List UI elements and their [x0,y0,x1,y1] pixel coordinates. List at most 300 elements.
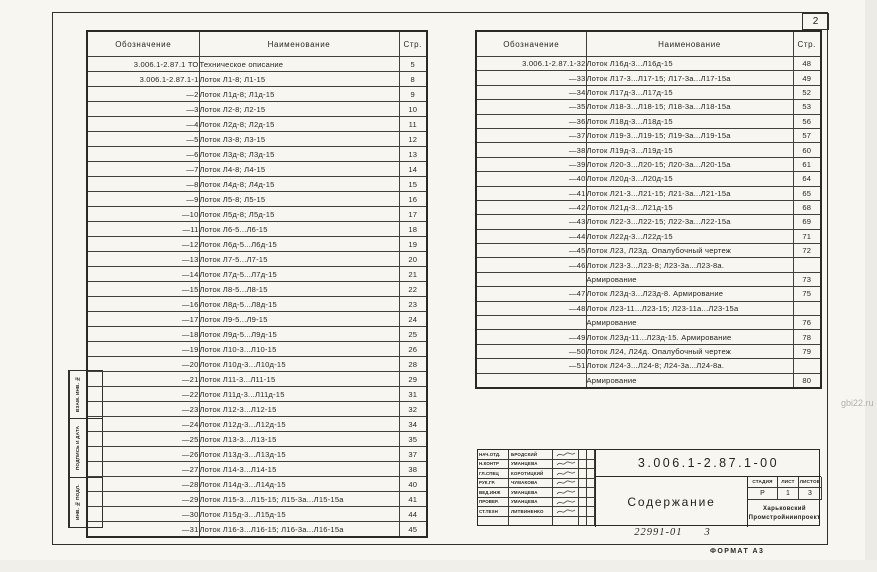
cell-name: Лоток Л15-3...Л15-15; Л15-3а...Л15-15а [199,492,399,507]
cell-page: 53 [793,100,821,114]
table-row [87,252,427,267]
table-row [476,258,821,272]
cell-page: 64 [793,172,821,186]
table-row [476,373,821,388]
cell-page: 71 [793,229,821,243]
cell-name: Лоток Л9д-5...Л9д-15 [199,327,399,342]
cell-designation: —9 [87,192,199,207]
table-row [87,447,427,462]
staff-extra-cell [587,488,595,498]
table-row [476,344,821,358]
cell-name: Лоток Л23-3...Л23-8; Л23-3а...Л23-8а. [586,258,793,272]
cell-name: Техническое описание [199,57,399,72]
table-row [476,186,821,200]
cell-page: 11 [399,117,427,132]
cell-page: 80 [793,373,821,388]
cell-designation: —28 [87,477,199,492]
cell-designation: —2 [87,87,199,102]
table-row [476,330,821,344]
cell-designation: —7 [87,162,199,177]
cell-page: 76 [793,316,821,330]
cell-name: Лоток Л23д-3...Л23д-8. Армирование [586,287,793,301]
staff-extra-cell [587,479,595,489]
cell-name: Лоток Л21-3...Л21-15; Л21-3а...Л21-15а [586,186,793,200]
cell-name: Лоток Л22д-3...Л22д-15 [586,229,793,243]
column-header-name: Наименование [586,31,793,57]
staff-name: ЧУМАКОВА [509,479,553,489]
title-block [477,449,820,526]
table-row [476,272,821,286]
cell-page: 23 [399,297,427,312]
table-row [87,267,427,282]
cell-designation: —10 [87,207,199,222]
table-row [87,387,427,402]
cell-designation: —39 [476,157,586,171]
cell-page: 29 [399,372,427,387]
organization-name [747,500,821,527]
cell-page: 56 [793,114,821,128]
cell-page: 16 [399,192,427,207]
column-header-page: Стр. [793,31,821,57]
cell-page: 52 [793,85,821,99]
column-header-designation: Обозначение [476,31,586,57]
cell-page: 78 [793,330,821,344]
cell-page: 60 [793,143,821,157]
staff-name: БРОДСКИЙ [509,450,553,460]
cell-designation: —16 [87,297,199,312]
table-row [87,507,427,522]
staff-name: КОРОТИЦКИЙ [509,469,553,479]
stage-value: Р [748,488,778,501]
cell-designation: —4 [87,117,199,132]
cell-designation: 3.006.1-2.87.1 ТО [87,57,199,72]
signature-squiggle-icon [556,451,576,458]
cell-designation: —31 [87,522,199,538]
table-row [87,207,427,222]
cell-designation: —47 [476,287,586,301]
cell-designation: —25 [87,432,199,447]
cell-name: Лоток Л20-3...Л20-15; Л20-3а...Л20-15а [586,157,793,171]
cell-designation: —11 [87,222,199,237]
cell-page: 35 [399,432,427,447]
cell-designation: —19 [87,342,199,357]
table-row [476,316,821,330]
staff-row-empty [478,517,595,525]
cell-page: 32 [399,402,427,417]
table-row [476,215,821,229]
cell-name: Лоток Л8д-5...Л8д-15 [199,297,399,312]
sheet-value: 1 [778,488,799,501]
table-row [87,372,427,387]
cell-designation: —38 [476,143,586,157]
staff-name: ЛИТВИНЕНКО [509,507,553,517]
cell-designation: —46 [476,258,586,272]
cell-designation: —12 [87,237,199,252]
cell-designation: —23 [87,402,199,417]
signature-squiggle-icon [556,489,576,496]
cell-page: 61 [793,157,821,171]
table-row [87,237,427,252]
cell-name: Лоток Л4д-8; Л4д-15 [199,177,399,192]
cell-designation: —6 [87,147,199,162]
staff-role: ГЛ.СПЕЦ [478,469,509,479]
cell-page: 5 [399,57,427,72]
table-row [87,462,427,477]
table-row [87,327,427,342]
staff-extra-cell [587,460,595,470]
staff-date-cell [579,450,587,460]
staff-row [478,479,595,489]
signature-squiggle-icon [556,470,576,477]
staff-role: ПРОВЕР. [478,498,509,508]
table-row [87,177,427,192]
table-row [476,200,821,214]
cell-name: Армирование [586,373,793,388]
cell-name: Лоток Л3-8; Л3-15 [199,132,399,147]
cell-designation: —26 [87,447,199,462]
table-row [87,417,427,432]
cell-designation: —21 [87,372,199,387]
organization-line1: Харьковский [763,506,806,513]
cell-name: Лоток Л9-5...Л9-15 [199,312,399,327]
staff-row [478,507,595,517]
table-row [476,172,821,186]
cell-designation: —42 [476,200,586,214]
cell-name: Лоток Л18д-3...Л18д-15 [586,114,793,128]
cell-designation: —24 [87,417,199,432]
staff-row [478,469,595,479]
signature-mark [553,469,579,479]
cell-designation: —45 [476,244,586,258]
cell-name: Лоток Л13д-3...Л13д-15 [199,447,399,462]
sheet-title: Содержание [595,477,747,527]
cell-name: Лоток Л23д-11...Л23д-15. Армирование [586,330,793,344]
table-row [476,100,821,114]
staff-date-cell [579,469,587,479]
stamp-label: ПОДПИСЬ И ДАТА [69,419,85,477]
cell-name: Лоток Л1д-8; Л1д-15 [199,87,399,102]
table-row [87,357,427,372]
cell-name: Лоток Л7-5...Л7-15 [199,252,399,267]
staff-name: УМАНЦЕВА [509,460,553,470]
organization-line2: Промстройниипроект [748,514,821,521]
table-row [87,492,427,507]
table-row [87,477,427,492]
cell-page [793,359,821,373]
cell-name: Лоток Л12-3...Л12-15 [199,402,399,417]
table-row [476,301,821,315]
cell-designation: —36 [476,114,586,128]
table-row [476,229,821,243]
staff-role: РУК.ГР. [478,479,509,489]
document-code: 3.006.1-2.87.1-00 [595,450,821,477]
table-row [476,359,821,373]
cell-page: 19 [399,237,427,252]
order-number: 22991-01 [634,527,683,538]
table-row [87,222,427,237]
cell-designation: —14 [87,267,199,282]
cell-designation: —44 [476,229,586,243]
cell-designation [476,373,586,388]
staff-signature-grid [478,450,595,525]
cell-page [793,301,821,315]
cell-page: 20 [399,252,427,267]
stage-header: СТАДИЯ [748,477,778,488]
cell-page: 79 [793,344,821,358]
cell-designation: —27 [87,462,199,477]
cell-page: 28 [399,357,427,372]
signature-mark [553,479,579,489]
cell-page: 44 [399,507,427,522]
table-row [87,192,427,207]
contents-table-left [86,30,428,538]
cell-name: Лоток Л18-3...Л18-15; Л18-3а...Л18-15а [586,100,793,114]
column-header-page: Стр. [399,31,427,57]
cell-name: Лоток Л16д-3...Л16д-15 [586,57,793,71]
signature-squiggle-icon [556,460,576,467]
watermark: gbi22.ru [841,398,874,408]
staff-extra-cell [587,507,595,517]
sheets-header: ЛИСТОВ [799,477,822,488]
cell-page: 48 [793,57,821,71]
cell-name: Лоток Л2-8; Л2-15 [199,102,399,117]
cell-name: Лоток Л10-3...Л10-15 [199,342,399,357]
cell-name: Лоток Л23, Л23д. Опалубочный чертеж [586,244,793,258]
cell-designation: —48 [476,301,586,315]
cell-name: Лоток Л16-3...Л16-15; Л16-3а...Л16-15а [199,522,399,538]
cell-name: Лоток Л1-8; Л1-15 [199,72,399,87]
stamp-label: ИНВ. № ПОДЛ. [69,478,85,527]
table-row [87,87,427,102]
table-row [476,71,821,85]
cell-page: 34 [399,417,427,432]
cell-page: 65 [793,186,821,200]
cell-name: Лоток Л5-8; Л5-15 [199,192,399,207]
cell-page: 15 [399,177,427,192]
table-row [476,128,821,142]
cell-designation: —40 [476,172,586,186]
cell-page: 12 [399,132,427,147]
staff-role: НАЧ.ОТД. [478,450,509,460]
table-row [87,132,427,147]
staff-row [478,498,595,508]
cell-designation: —3 [87,102,199,117]
table-row [476,85,821,99]
cell-designation: —43 [476,215,586,229]
cell-page: 24 [399,312,427,327]
cell-name: Лоток Л20д-3...Л20д-15 [586,172,793,186]
table-row [476,244,821,258]
scan-edge [865,0,877,572]
cell-page: 40 [399,477,427,492]
cell-page: 57 [793,128,821,142]
staff-extra-cell [587,469,595,479]
cell-page: 75 [793,287,821,301]
cell-name: Армирование [586,316,793,330]
cell-name: Лоток Л8-5...Л8-15 [199,282,399,297]
cell-designation [476,316,586,330]
cell-name: Лоток Л19-3...Л19-15; Л19-3а...Л19-15а [586,128,793,142]
staff-date-cell [579,488,587,498]
staff-row [478,488,595,498]
staff-date-cell [579,479,587,489]
cell-page: 37 [399,447,427,462]
table-row [87,522,427,538]
cell-page: 9 [399,87,427,102]
cell-designation: —34 [476,85,586,99]
signature-squiggle-icon [556,508,576,515]
staff-row [478,450,595,460]
cell-page: 49 [793,71,821,85]
cell-page: 72 [793,244,821,258]
table-row [87,297,427,312]
cell-page: 10 [399,102,427,117]
table-header-row [476,31,821,57]
table-row [87,282,427,297]
cell-designation: —8 [87,177,199,192]
table-row [476,57,821,71]
table-row [476,287,821,301]
staff-role: Н.КОНТР [478,460,509,470]
cell-page: 17 [399,207,427,222]
cell-page: 69 [793,215,821,229]
table-row [87,342,427,357]
cell-page [793,258,821,272]
table-row [87,402,427,417]
cell-page: 13 [399,147,427,162]
cell-designation: —51 [476,359,586,373]
sheet-header: ЛИСТ [778,477,799,488]
signature-mark [553,460,579,470]
staff-extra-cell [587,498,595,508]
table-row [87,312,427,327]
cell-page: 68 [793,200,821,214]
table-row [476,114,821,128]
staff-date-cell [579,460,587,470]
staff-row [478,460,595,470]
cell-page: 18 [399,222,427,237]
cell-name: Лоток Л11д-3...Л11д-15 [199,387,399,402]
column-header-name: Наименование [199,31,399,57]
stamp-label: ВЗАМ. ИНВ. № [69,371,85,418]
column-header-designation: Обозначение [87,31,199,57]
cell-page: 26 [399,342,427,357]
cell-designation: —33 [476,71,586,85]
cell-name: Лоток Л11-3...Л11-15 [199,372,399,387]
cell-designation: —15 [87,282,199,297]
table-row [87,147,427,162]
cell-name: Лоток Л19д-3...Л19д-15 [586,143,793,157]
cell-designation: —13 [87,252,199,267]
signature-mark [553,488,579,498]
sheets-value: 3 [799,488,822,501]
table-row [476,143,821,157]
table-row [87,57,427,72]
staff-date-cell [579,498,587,508]
cell-name: Лоток Л10д-3...Л10д-15 [199,357,399,372]
cell-name: Лоток Л7д-5...Л7д-15 [199,267,399,282]
cell-designation: —30 [87,507,199,522]
cell-name: Лоток Л17д-3...Л17д-15 [586,85,793,99]
cell-designation: —35 [476,100,586,114]
cell-name: Лоток Л4-8; Л4-15 [199,162,399,177]
cell-designation: —29 [87,492,199,507]
table-row [87,432,427,447]
cell-page: 73 [793,272,821,286]
cell-name: Лоток Л12д-3...Л12д-15 [199,417,399,432]
cell-page: 22 [399,282,427,297]
cell-designation: —37 [476,128,586,142]
table-row [87,72,427,87]
cell-name: Лоток Л15д-3...Л15д-15 [199,507,399,522]
scan-edge [0,560,877,572]
cell-name: Лоток Л24, Л24д. Опалубочный чертеж [586,344,793,358]
cell-page: 21 [399,267,427,282]
cell-name: Лоток Л23-11...Л23-15; Л23-11а...Л23-15а [586,301,793,315]
cell-designation: 3.006.1-2.87.1-1 [87,72,199,87]
cell-name: Лоток Л3д-8; Л3д-15 [199,147,399,162]
table-header-row [87,31,427,57]
table-row [476,157,821,171]
signature-mark [553,498,579,508]
signature-mark [553,450,579,460]
cell-page: 38 [399,462,427,477]
staff-extra-cell [587,450,595,460]
cell-name: Лоток Л14-3...Л14-15 [199,462,399,477]
staff-role: ВЕД.ИНЖ [478,488,509,498]
cell-page: 14 [399,162,427,177]
cell-page: 31 [399,387,427,402]
signature-squiggle-icon [556,479,576,486]
cell-designation [476,272,586,286]
cell-page: 25 [399,327,427,342]
cell-name: Лоток Л14д-3...Л14д-15 [199,477,399,492]
stage-sheet-table [747,477,821,500]
order-sheet: 3 [704,527,711,538]
cell-designation: 3.006.1-2.87.1-32 [476,57,586,71]
format-label: ФОРМАТ А3 [710,548,765,555]
table-row [87,117,427,132]
cell-designation: —22 [87,387,199,402]
cell-designation: —18 [87,327,199,342]
cell-name: Лоток Л2д-8; Л2д-15 [199,117,399,132]
cell-name: Лоток Л21д-3...Л21д-15 [586,200,793,214]
cell-page: 8 [399,72,427,87]
table-row [87,162,427,177]
cell-name: Лоток Л5д-8; Л5д-15 [199,207,399,222]
staff-role: СТ.ТЕХН [478,507,509,517]
cell-name: Лоток Л17-3...Л17-15; Л17-3а...Л17-15а [586,71,793,85]
cell-page: 45 [399,522,427,538]
staff-name: УМАНЦЕВА [509,498,553,508]
cell-designation: —50 [476,344,586,358]
cell-designation: —17 [87,312,199,327]
staff-date-cell [579,507,587,517]
signature-mark [553,507,579,517]
cell-name: Лоток Л22-3...Л22-15; Л22-3а...Л22-15а [586,215,793,229]
cell-name: Лоток Л6-5...Л6-15 [199,222,399,237]
cell-name: Армирование [586,272,793,286]
cell-designation: —41 [476,186,586,200]
cell-designation: —49 [476,330,586,344]
table-row [87,102,427,117]
signature-squiggle-icon [556,499,576,506]
cell-name: Лоток Л24-3...Л24-8; Л24-3а...Л24-8а. [586,359,793,373]
document-order-number [585,527,760,538]
cell-name: Лоток Л6д-5...Л6д-15 [199,237,399,252]
cell-designation: —20 [87,357,199,372]
sheet-page-number: 2 [802,13,829,30]
